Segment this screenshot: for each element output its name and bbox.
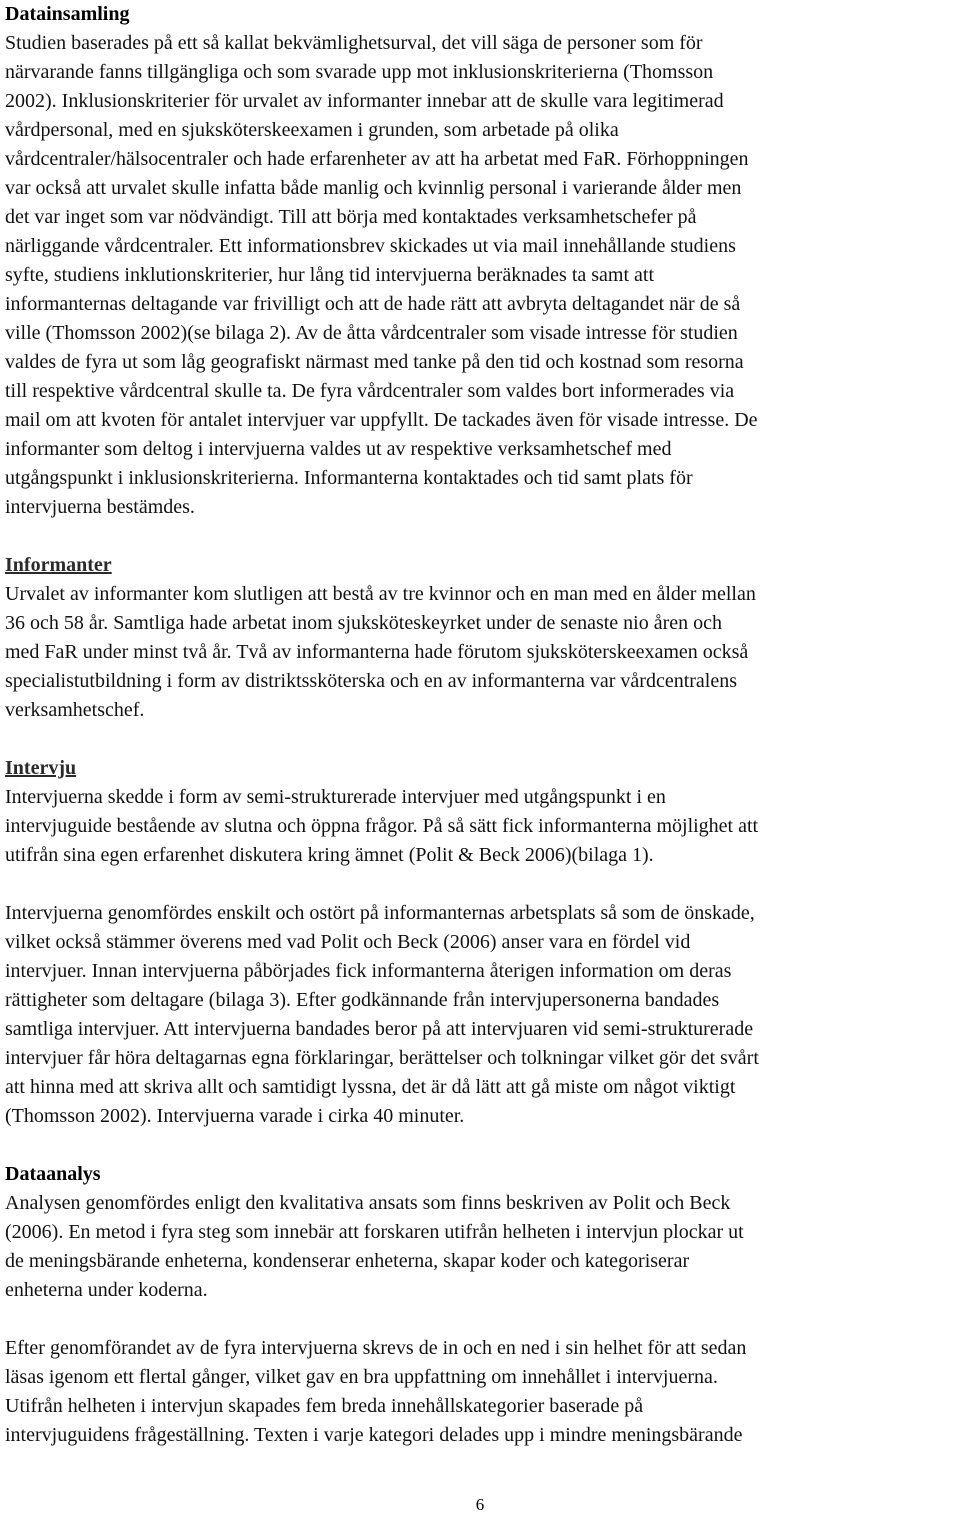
text-line: de meningsbärande enheterna, kondenserar enheterna, skapar koder och kategoriserar (5, 1250, 690, 1272)
text-line: informanternas deltagande var frivilligt och att de hade rätt att avbryta deltagandet när de så (5, 293, 741, 315)
text-line: valdes de fyra ut som låg geografiskt närmast med tanke på den tid och kostnad som resorna (5, 351, 744, 373)
spacer (5, 870, 955, 899)
paragraph (5, 29, 955, 522)
text-line: det var inget som var nödvändigt. Till att börja med kontaktades verksamhetschefer på (5, 206, 697, 228)
spacer (5, 725, 955, 754)
section-dataanalys (5, 1160, 955, 1450)
text-line: var också att urvalet skulle infatta både manlig och kvinnlig personal i varierande ålder men (5, 177, 742, 199)
text-line: att hinna med att skriva allt och samtidigt lyssna, det är då lätt att gå miste om något viktigt (5, 1076, 736, 1098)
text-line: intervjuerna bestämdes. (5, 496, 195, 518)
text-line: till respektive vårdcentral skulle ta. De fyra vårdcentraler som valdes bort informerades via (5, 380, 735, 402)
text-line: vilket också stämmer överens med vad Polit och Beck (2006) anser vara en fördel vid (5, 931, 691, 953)
text-line: läsas igenom ett flertal gånger, vilket gav en bra uppfattning om innehållet i intervjuerna. (5, 1366, 718, 1388)
text-line: intervjuer får höra deltagarnas egna förklaringar, berättelser och tolkningar vilket gör det svårt (5, 1047, 759, 1069)
text-line: Intervjuerna skedde i form av semi-strukturerade intervjuer med utgångspunkt i en (5, 786, 666, 808)
section-intervju (5, 754, 955, 1131)
document-page (5, 0, 955, 1450)
text-line: 36 och 58 år. Samtliga hade arbetat inom sjuksköteskeyrket under de senaste nio åren och (5, 612, 723, 634)
text-line: specialistutbildning i form av distriktssköterska och en av informanterna var vårdcentralens (5, 670, 738, 692)
text-line: utifrån sina egen erfarenhet diskutera kring ämnet (Polit & Beck 2006)(bilaga 1). (5, 844, 654, 866)
paragraph (5, 1334, 955, 1450)
text-line: (Thomsson 2002). Intervjuerna varade i cirka 40 minuter. (5, 1105, 465, 1127)
text-line: enheterna under koderna. (5, 1279, 208, 1301)
text-line: Analysen genomfördes enligt den kvalitativa ansats som finns beskriven av Polit och Beck (5, 1192, 731, 1214)
text-line: Intervjuerna genomfördes enskilt och ostört på informanternas arbetsplats så som de önskade, (5, 902, 755, 924)
section-datainsamling (5, 0, 955, 522)
text-line: utgångspunkt i inklusionskriterierna. Informanterna kontaktades och tid samt plats för (5, 467, 693, 489)
text-line: Urvalet av informanter kom slutligen att bestå av tre kvinnor och en man med en ålder mellan (5, 583, 756, 605)
text-line: syfte, studiens inklutionskriterier, hur lång tid intervjuerna beräknades ta samt att (5, 264, 655, 286)
text-line: intervjuguidens frågeställning. Texten i varje kategori delades upp i mindre meningsbärande (5, 1424, 743, 1446)
paragraph (5, 899, 955, 1131)
text-line: mail om att kvoten för antalet intervjuer var uppfyllt. De tackades även för visade intresse. De (5, 409, 758, 431)
spacer (5, 1305, 955, 1334)
spacer (5, 1131, 955, 1160)
text-line: Utifrån helheten i intervjun skapades fem breda innehållskategorier baserade på (5, 1395, 644, 1417)
page-number: 6 (475, 1495, 485, 1514)
text-line: med FaR under minst två år. Två av informanterna hade förutom sjuksköterskeexamen också (5, 641, 749, 663)
section-informanter (5, 551, 955, 725)
section-heading: Datainsamling (5, 3, 130, 25)
text-line: Efter genomförandet av de fyra intervjuerna skrevs de in och en ned i sin helhet för att sedan (5, 1337, 747, 1359)
section-heading: Intervju (5, 757, 77, 779)
text-line: vårdpersonal, med en sjuksköterskeexamen i grunden, som arbetade på olika (5, 119, 619, 141)
paragraph (5, 783, 955, 870)
spacer (5, 522, 955, 551)
paragraph (5, 580, 955, 725)
text-line: informanter som deltog i intervjuerna valdes ut av respektive verksamhetschef med (5, 438, 672, 460)
text-line: rättigheter som deltagare (bilaga 3). Efter godkännande från intervjupersonerna bandades (5, 989, 720, 1011)
text-line: verksamhetschef. (5, 699, 145, 721)
text-line: närliggande vårdcentraler. Ett informationsbrev skickades ut via mail innehållande studiens (5, 235, 736, 257)
text-line: intervjuguide bestående av slutna och öppna frågor. På så sätt fick informanterna möjlighet att (5, 815, 759, 837)
text-line: Studien baserades på ett så kallat bekvämlighetsurval, det vill säga de personer som för (5, 32, 703, 54)
text-line: samtliga intervjuer. Att intervjuerna bandades beror på att intervjuaren vid semi-strukturerade (5, 1018, 754, 1040)
text-line: ville (Thomsson 2002)(se bilaga 2). Av de åtta vårdcentraler som visade intresse för studien (5, 322, 738, 344)
text-line: vårdcentraler/hälsocentraler och hade erfarenheter av att ha arbetat med FaR. Förhoppningen (5, 148, 749, 170)
section-heading: Informanter (5, 554, 112, 576)
text-line: (2006). En metod i fyra steg som innebär att forskaren utifrån helheten i intervjun plockar ut (5, 1221, 744, 1243)
section-heading: Dataanalys (5, 1163, 101, 1185)
paragraph (5, 1189, 955, 1305)
text-line: närvarande fanns tillgängliga och som svarade upp mot inklusionskriterierna (Thomsson (5, 61, 714, 83)
text-line: 2002). Inklusionskriterier för urvalet av informanter innebar att de skulle vara legitimerad (5, 90, 724, 112)
text-line: intervjuer. Innan intervjuerna påbörjades fick informanterna återigen information om deras (5, 960, 732, 982)
